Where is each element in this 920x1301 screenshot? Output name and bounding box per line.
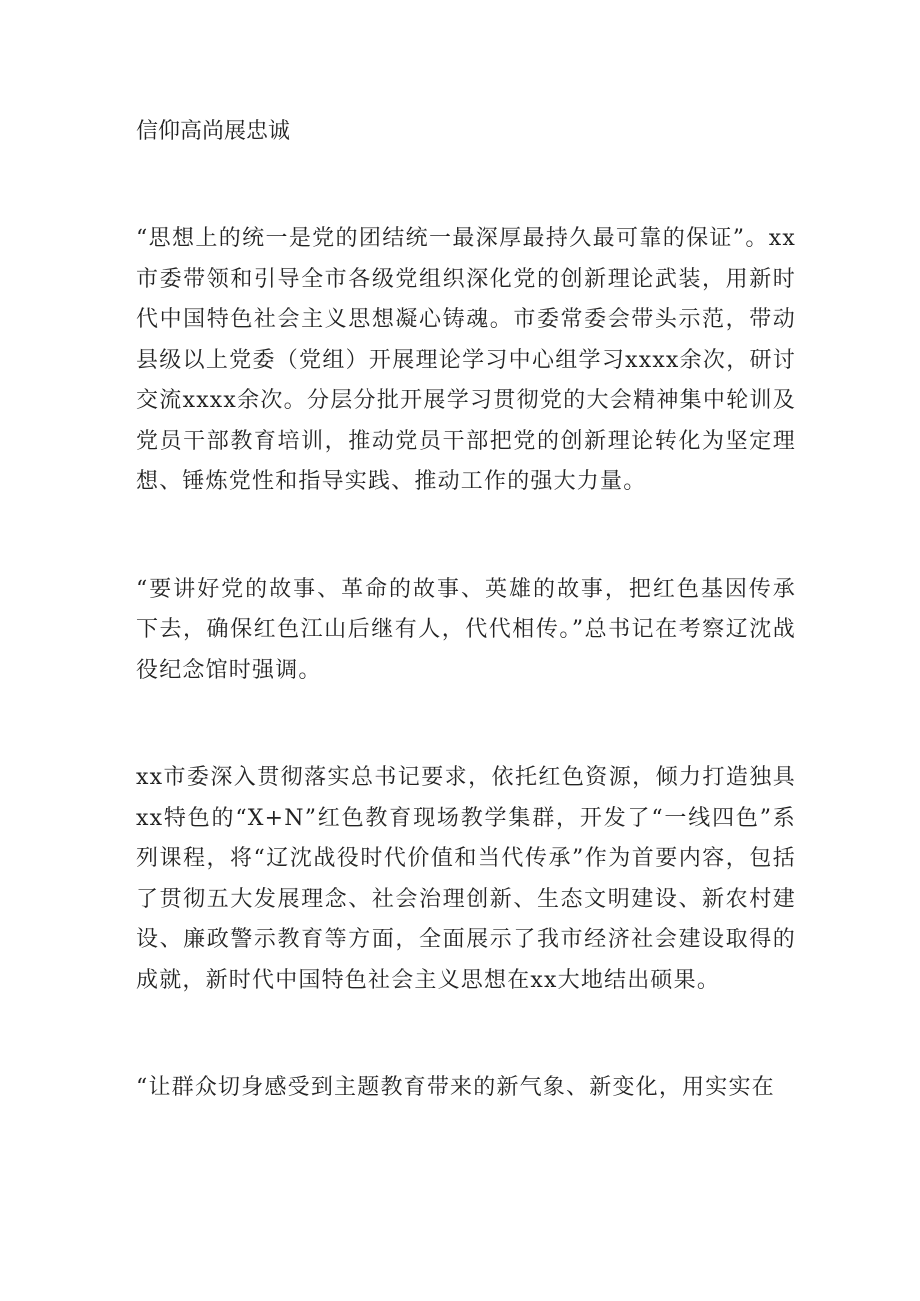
paragraph-3: xx市委深入贯彻落实总书记要求，依托红色资源，倾力打造独具xx特色的“X+N”红色教育现场教学集群，开发了“一线四色”系列课程，将“辽沈战役时代价值和当代传承”作为首要内容，包括了贯彻五大发展理念、社会治理创新、生态文明建设、新农村建设、廉政警示教育等方面，全面展示了我市经济社会建设取得的成就，新时代中国特色社会主义思想在xx大地结出硕果。 bbox=[136, 765, 796, 993]
paragraph-4: “让群众切身感受到主题教育带来的新气象、新变化，用实实在 bbox=[136, 1075, 775, 1100]
paragraph-1: “思想上的统一是党的团结统一最深厚最持久最可靠的保证”。xx市委带领和引导全市各级党组织深化党的创新理论武装，用新时代中国特色社会主义思想凝心铸魂。市委常委会带头示范，带动县级以上党委（党组）开展理论学习中心组学习xxxx余次，研讨交流xxxx余次。分层分批开展学习贯彻党的大会精神集中轮训及党员干部教育培训，推动党员干部把党的创新理论转化为坚定理想、锤炼党性和指导实践、推动工作的强大力量。 bbox=[136, 226, 796, 494]
section-heading: 信仰高尚展忠诚 bbox=[136, 119, 291, 144]
paragraph-2: “要讲好党的故事、革命的故事、英雄的故事，把红色基因传承下去，确保红色江山后继有人，代代相传。”总书记在考察辽沈战役纪念馆时强调。 bbox=[136, 576, 796, 683]
